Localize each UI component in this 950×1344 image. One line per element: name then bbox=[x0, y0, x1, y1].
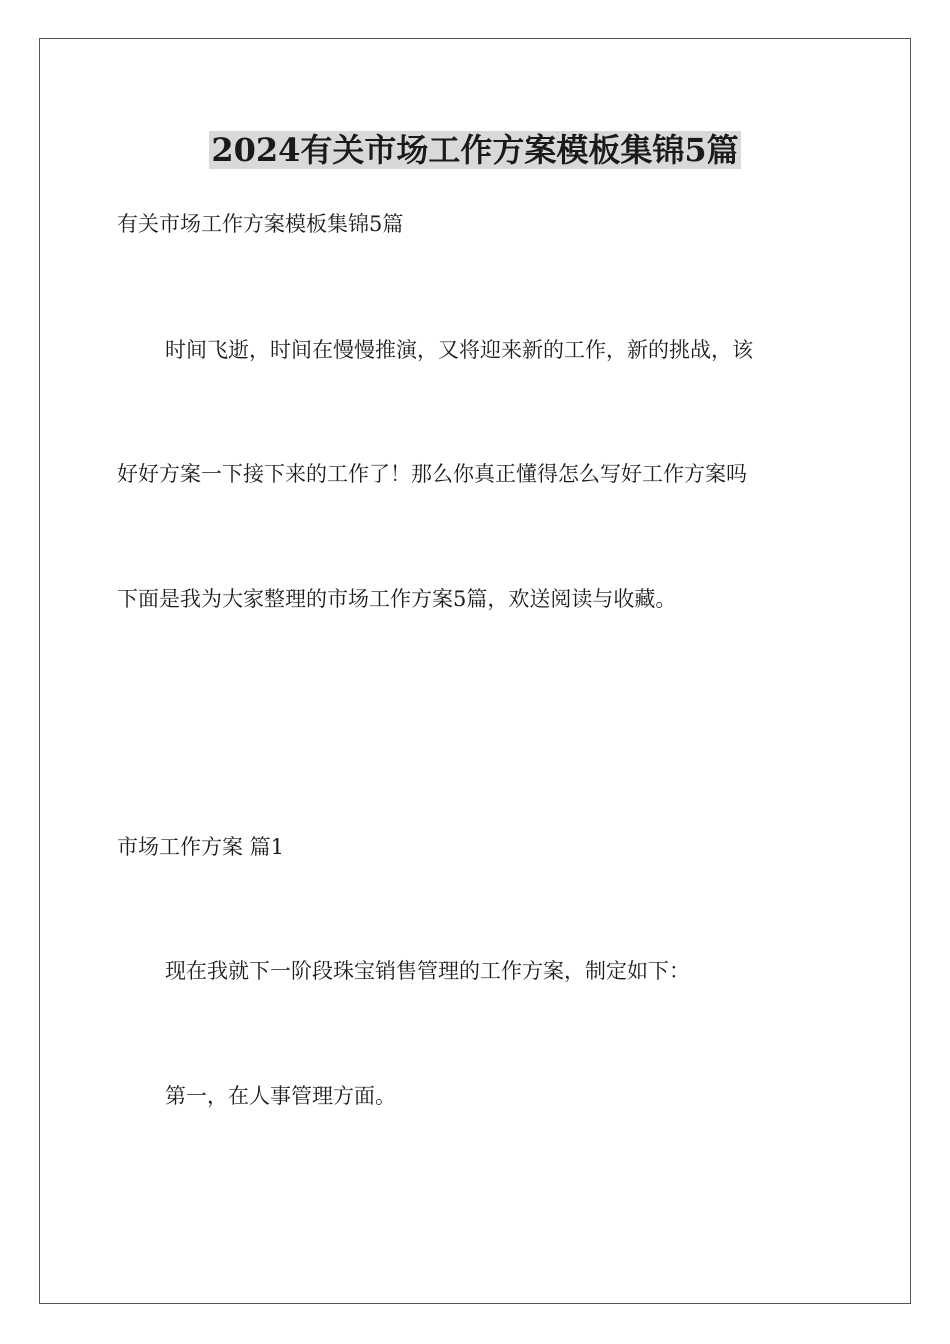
document-title-text: 2024有关市场工作方案模板集锦5篇 bbox=[211, 131, 739, 169]
document-subtitle: 有关市场工作方案模板集锦5篇 bbox=[117, 212, 404, 236]
intro-line-2: 好好方案一下接下来的工作了！那么你真正懂得怎么写好工作方案吗 bbox=[117, 462, 747, 486]
section-line-1: 现在我就下一阶段珠宝销售管理的工作方案，制定如下： bbox=[165, 959, 690, 983]
intro-line-3: 下面是我为大家整理的市场工作方案5篇，欢送阅读与收藏。 bbox=[117, 587, 677, 611]
section-heading: 市场工作方案 篇1 bbox=[117, 835, 285, 859]
intro-line-1: 时间飞逝，时间在慢慢推演，又将迎来新的工作，新的挑战，该 bbox=[165, 338, 753, 362]
document-title bbox=[0, 126, 950, 174]
section-line-2: 第一，在人事管理方面。 bbox=[165, 1084, 396, 1108]
